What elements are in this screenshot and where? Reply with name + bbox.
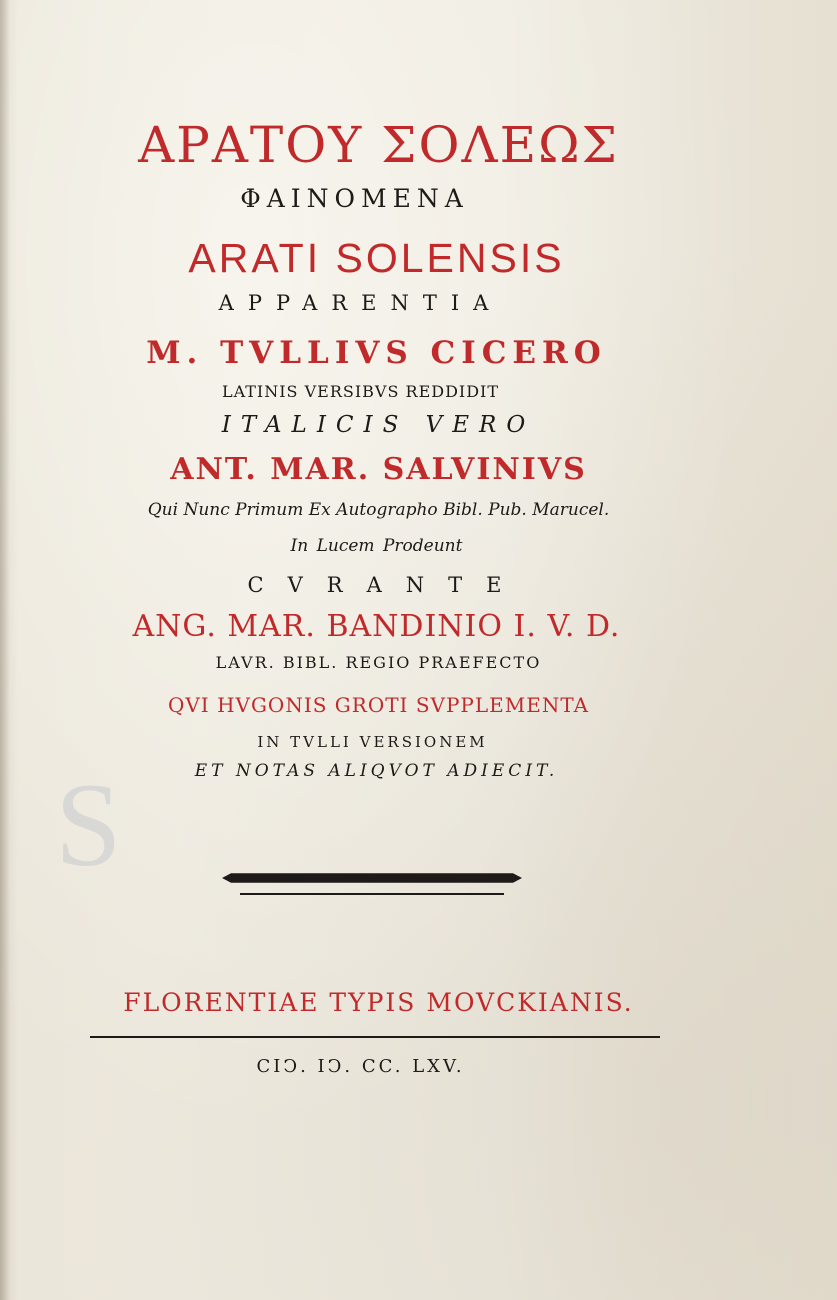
in-tulli-line: IN TVLLI VERSIONEM (257, 733, 488, 751)
curante-line: CVRANTE (247, 573, 526, 597)
lucem-line: In Lucem Prodeunt (290, 536, 463, 556)
translator-note: LATINIS VERSIBVS REDDIDIT (221, 382, 500, 401)
ornamental-rule-thin (240, 893, 504, 895)
et-notas-line: ET NOTAS ALIQVOT ADIECIT. (194, 761, 559, 781)
italicis-line: ITALICIS VERO (221, 412, 536, 438)
source-note: Qui Nunc Primum Ex Autographo Bibl. Pub. Marucel. (147, 500, 610, 520)
imprint-rule (90, 1036, 660, 1038)
greek-title: ΑΡΑΤΟΥ ΣΟΛΕΩΣ (138, 116, 619, 174)
latin-subtitle: APPARENTIA (218, 291, 503, 315)
show-through-initial: S (55, 758, 122, 891)
editor-name: ANG. MAR. BANDINIO I. V. D. (132, 609, 621, 644)
greek-subtitle: ΦΑΙΝΟΜΕΝΑ (240, 184, 469, 213)
publication-date: CIϽ. IϽ. CC. LXV. (256, 1056, 465, 1077)
second-translator-name: ANT. MAR. SALVINIVS (170, 452, 587, 487)
imprint-line: FLORENTIAE TYPIS MOVCKIANIS. (123, 988, 634, 1017)
translator-name: M. TVLLIVS CICERO (146, 335, 607, 371)
editor-title: LAVR. BIBL. REGIO PRAEFECTO (215, 653, 542, 672)
supplement-line: QVI HVGONIS GROTI SVPPLEMENTA (167, 693, 590, 717)
latin-title: ARATI SOLENSIS (188, 235, 565, 281)
ornamental-rule-thick (222, 872, 522, 884)
